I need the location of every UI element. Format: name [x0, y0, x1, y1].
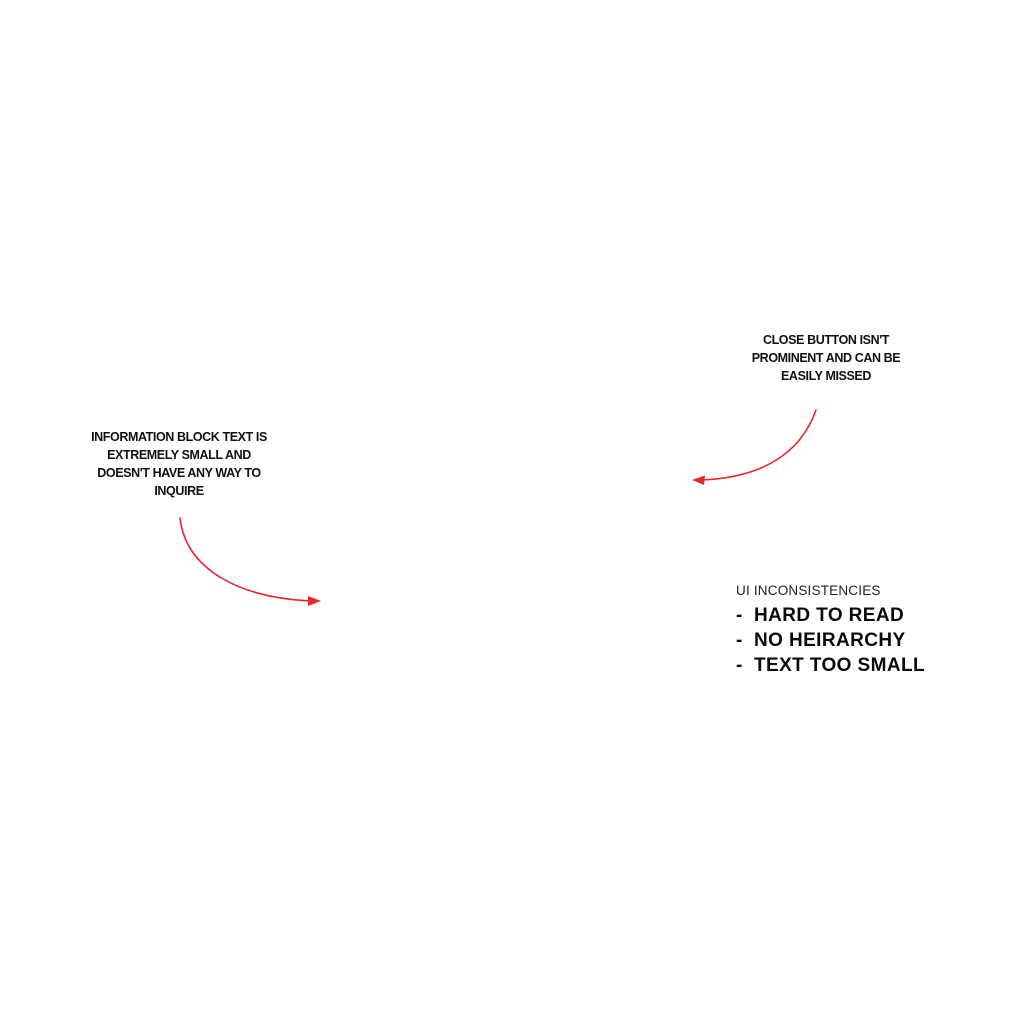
- issues-items: [736, 603, 1006, 678]
- annotation-line: INQUIRE: [154, 484, 204, 498]
- annotation-line: PROMINENT AND CAN BE: [751, 351, 901, 365]
- information-block-annotation: [49, 428, 309, 500]
- list-item: [736, 603, 1006, 628]
- close-button-annotation: [716, 331, 936, 385]
- issue-label: NO HEIRARCHY: [754, 630, 906, 651]
- dash-bullet: -: [736, 630, 743, 651]
- issue-label: HARD TO READ: [754, 605, 905, 626]
- information-block-arrow-icon: [180, 518, 321, 606]
- issue-label: TEXT TOO SMALL: [754, 655, 925, 676]
- annotation-line: EASILY MISSED: [781, 369, 871, 383]
- list-item: [736, 628, 1006, 653]
- dash-bullet: -: [736, 605, 743, 626]
- annotation-line: CLOSE BUTTON ISN'T: [762, 333, 890, 347]
- dash-bullet: -: [736, 655, 743, 676]
- annotation-line: INFORMATION BLOCK TEXT IS: [91, 430, 267, 444]
- annotation-line: DOESN'T HAVE ANY WAY TO: [97, 466, 261, 480]
- list-item: [736, 653, 1006, 678]
- ui-inconsistencies-list: [736, 582, 1006, 678]
- annotation-line: EXTREMELY SMALL AND: [107, 448, 251, 462]
- issues-heading: UI INCONSISTENCIES: [736, 583, 881, 598]
- close-button-arrow-icon: [692, 410, 816, 485]
